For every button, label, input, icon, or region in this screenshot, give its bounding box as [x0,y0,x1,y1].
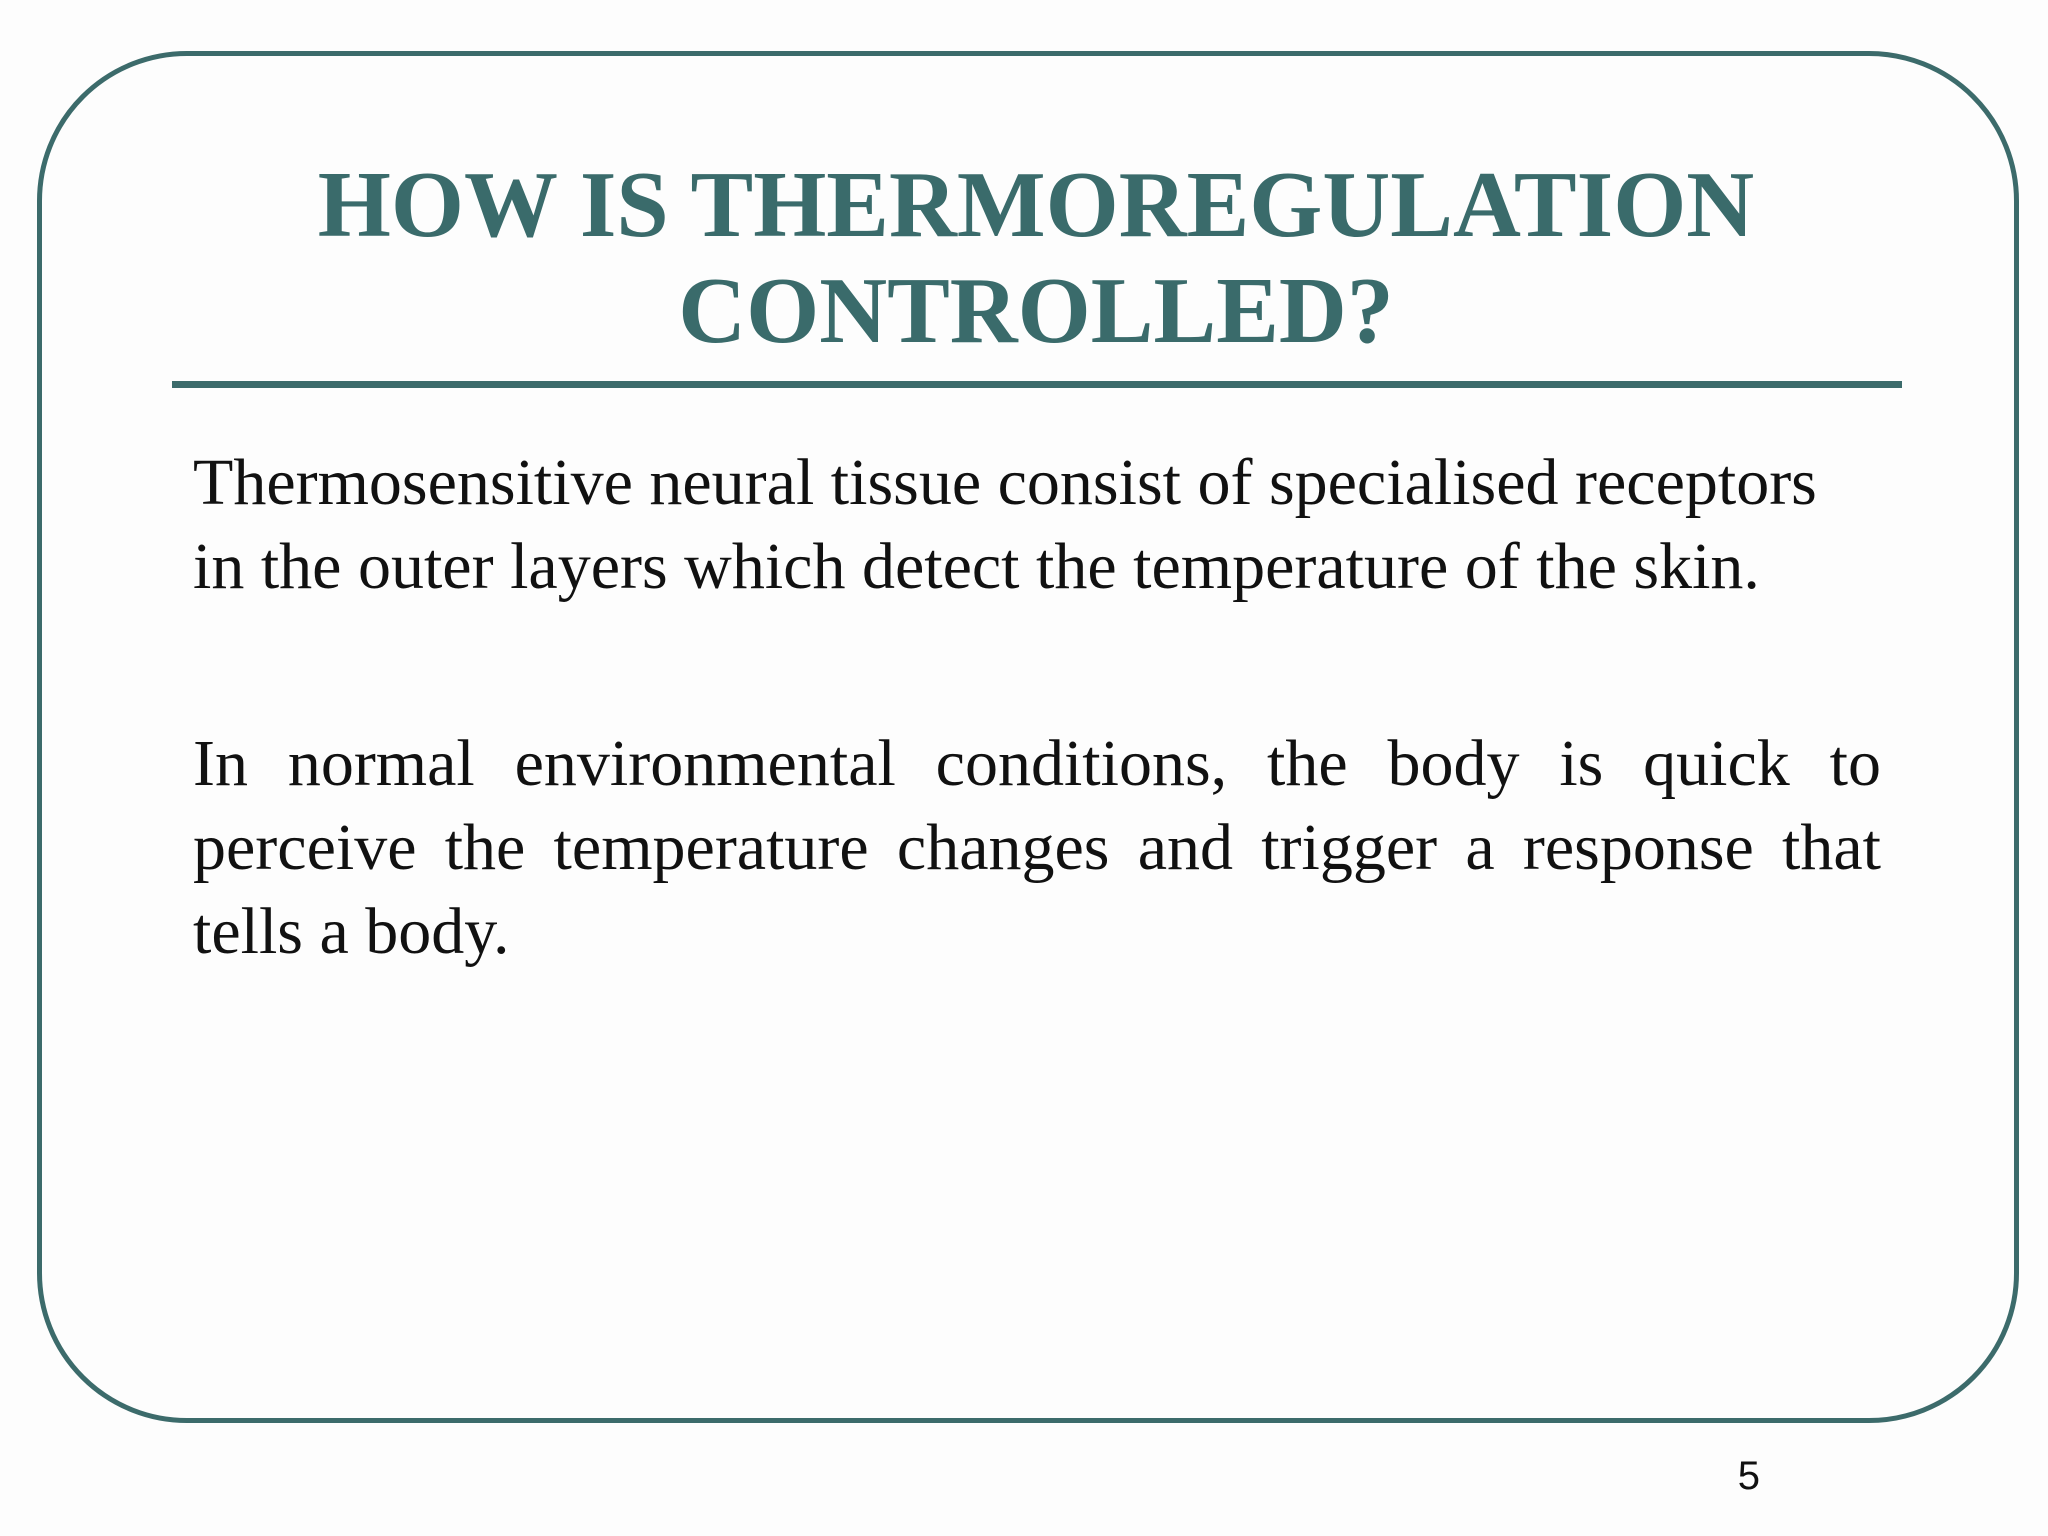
page-number: 5 [1737,1454,1760,1498]
slide-title: HOW IS THERMOREGULATION CONTROLLED? [317,153,1755,363]
body-paragraph-1: Thermosensitive neural tissue consist of specialised receptors in the outer layers which detect the temperature of the skin. [193,446,1817,603]
body-paragraph-2: In normal environmental conditions, the body is quick to perceive the temperature changes and trigger a response that tells a body. [193,727,1881,968]
title-divider [172,381,1902,388]
